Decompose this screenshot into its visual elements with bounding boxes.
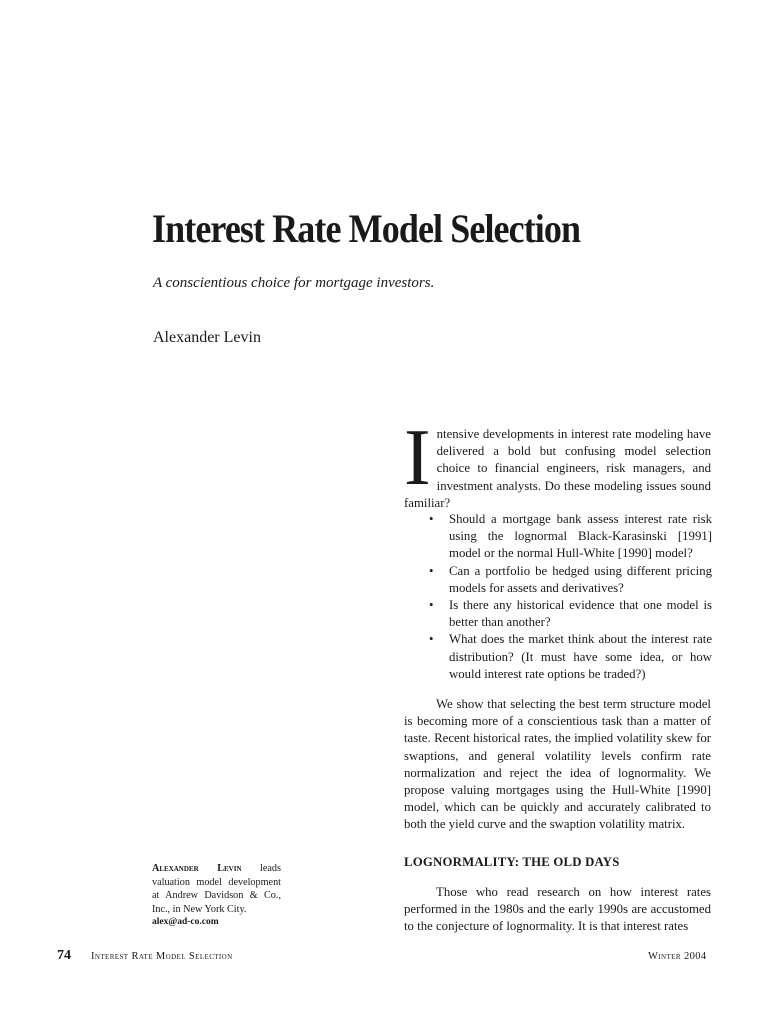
bio-author-name: Alexander Levin [152,863,242,874]
question-list [404,511,712,683]
author-bio [152,862,281,930]
author-email[interactable]: alex@ad-co.com [152,917,219,928]
body-paragraph: Those who read research on how interest rates performed in the 1980s and the early 1990s are accustomed to the conjecture of lognormality. It is that interest rates [404,885,711,934]
article-title: Interest Rate Model Selection [152,206,581,251]
list-item: • Is there any historical evidence that one model is better than another? [429,597,712,631]
list-item: • What does the market think about the interest rate distribution? (It must have some idea, or how would interest rate options be traded?) [429,631,712,683]
intro-paragraph [404,414,711,512]
list-item: • Should a mortgage bank assess interest rate risk using the lognormal Black-Karasinski [1991] model or the normal Hull-White [1990] model? [429,511,712,563]
article-subtitle: A conscientious choice for mortgage investors. [153,275,435,291]
running-title: Interest Rate Model Selection [91,951,233,962]
author-name: Alexander Levin [153,329,261,346]
issue-date: Winter 2004 [648,951,707,962]
bio-text: leads valuation model development at Andrew Davidson & Co., Inc., in New York City. [152,863,281,915]
section-heading: LOGNORMALITY: THE OLD DAYS [404,855,620,869]
drop-cap: I [404,414,431,502]
list-item: • Can a portfolio be hedged using different pricing models for assets and derivatives? [429,563,712,597]
body-paragraph: We show that selecting the best term structure model is becoming more of a conscientious task than a matter of taste. Recent historical rates, the implied volatility skew for swaptions, and general volatility levels confirm rate normalization and reject the idea of lognormality. We propose valuing mortgages using the Hull-White [1990] model, which can be quickly and accurately calibrated to both the yield curve and the swaption volatility matrix. [404,697,711,832]
intro-text: ntensive developments in interest rate modeling have delivered a bold but confusing model selection choice to financial engineers, risk managers, and investment analysts. Do these modeling issues sound familiar? [404,427,711,510]
page-number: 74 [57,948,71,963]
